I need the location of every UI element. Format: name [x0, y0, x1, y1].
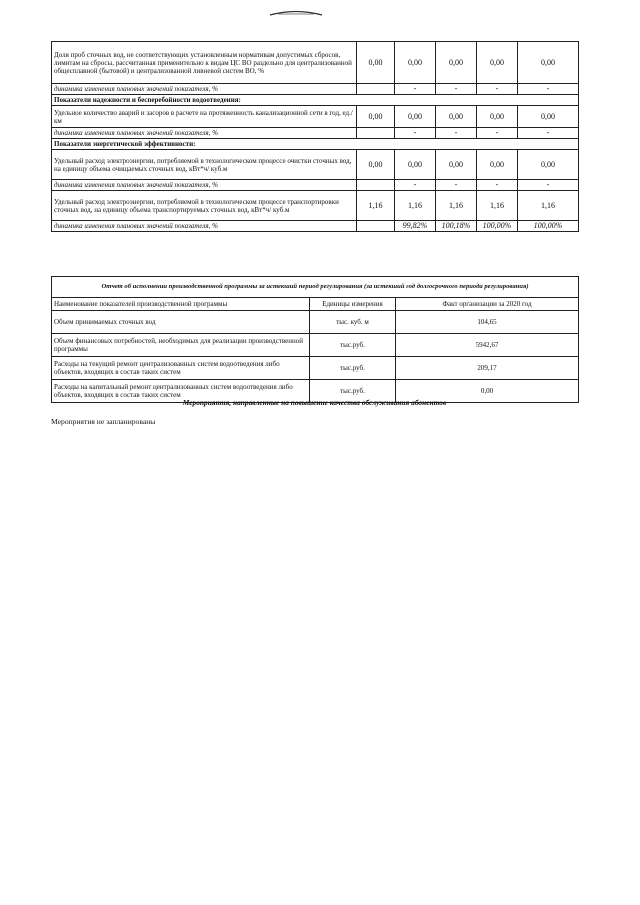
value-cell: -	[436, 180, 477, 191]
value-cell: -	[395, 180, 436, 191]
report-caption: Отчет об исполнении производственной программы за истекший период регулирования (за истекший год долгосрочного периода регулирования)	[52, 277, 579, 298]
dynamics-label: динамика изменения плановых значений показателя, %	[52, 180, 357, 191]
top-mark-icon	[268, 8, 324, 18]
header-fact: Факт организации за 2020 год	[396, 298, 579, 311]
value-cell: 0,00	[436, 150, 477, 180]
row-unit: тыс. куб. м	[310, 311, 396, 334]
value-cell: -	[436, 128, 477, 139]
table-row	[52, 106, 579, 128]
table-row	[52, 84, 579, 95]
table-row	[52, 221, 579, 232]
measures-title: Мероприятия, направленные на повышение качества обслуживания абонентов	[182, 398, 447, 407]
value-cell: 0,00	[518, 150, 579, 180]
value-cell	[357, 180, 395, 191]
value-cell: 99,82%	[395, 221, 436, 232]
row-name: Расходы на текущий ремонт централизованных систем водоотведения либо объектов, входящих в состав таких систем	[52, 357, 310, 380]
value-cell: 0,00	[518, 106, 579, 128]
value-cell: 0,00	[436, 42, 477, 84]
table-row	[52, 180, 579, 191]
value-cell: 0,00	[518, 42, 579, 84]
value-cell: 0,00	[357, 150, 395, 180]
section-title: Показатели надежности и бесперебойности водоотведения:	[52, 95, 579, 106]
dynamics-label: динамика изменения плановых значений показателя, %	[52, 128, 357, 139]
value-cell: 100,00%	[518, 221, 579, 232]
row-name: Объем принимаемых сточных вод	[52, 311, 310, 334]
value-cell: 0,00	[477, 42, 518, 84]
value-cell: -	[477, 128, 518, 139]
dynamics-label: динамика изменения плановых значений показателя, %	[52, 84, 357, 95]
value-cell: 0,00	[436, 106, 477, 128]
value-cell: 1,16	[477, 191, 518, 221]
row-name: Расходы на капитальный ремонт централизованных систем водоотведения либо объектов, входящих в состав таких систем	[52, 380, 310, 403]
header-unit: Единицы измерения	[310, 298, 396, 311]
row-unit: тыс.руб.	[310, 357, 396, 380]
value-cell	[357, 128, 395, 139]
table-row	[52, 357, 579, 380]
value-cell: 1,16	[436, 191, 477, 221]
value-cell: 100,18%	[436, 221, 477, 232]
value-cell: -	[395, 128, 436, 139]
table-row	[52, 150, 579, 180]
dynamics-label: динамика изменения плановых значений показателя, %	[52, 221, 357, 232]
table-row	[52, 42, 579, 84]
value-cell: 0,00	[357, 42, 395, 84]
table-row	[52, 128, 579, 139]
indicator-label: Удельный расход электроэнергии, потребляемой в технологическом процессе очистки сточных вод, на единицу объема очищаемых сточных вод, кВт*ч/ куб.м	[52, 150, 357, 180]
section-row	[52, 95, 579, 106]
value-cell: 100,00%	[477, 221, 518, 232]
indicator-label: Удельный расход электроэнергии, потребляемой в технологическом процессе транспортировки сточных вод, на единицу объема транспортируемых сточных вод, кВт*ч/ куб.м	[52, 191, 357, 221]
value-cell: 0,00	[395, 150, 436, 180]
table-row	[52, 191, 579, 221]
table-row	[52, 334, 579, 357]
indicators-table	[51, 41, 579, 232]
value-cell: 0,00	[477, 150, 518, 180]
value-cell	[357, 221, 395, 232]
row-fact: 104,65	[396, 311, 579, 334]
header-name: Наименование показателей производственной программы	[52, 298, 310, 311]
value-cell: -	[436, 84, 477, 95]
value-cell: -	[477, 180, 518, 191]
measures-note: Мероприятия не запланированы	[51, 417, 156, 426]
indicator-label: Доля проб сточных вод, не соответствующих установленным нормативам допустимых сбросов, лимитам на сбросы, рассчитанная применительно к видам ЦС ВО раздельно для централизованной общесплавной (бытовой) и централизованной ливневой систем ВО, %	[52, 42, 357, 84]
report-table	[51, 276, 579, 403]
indicator-label: Удельное количество аварий и засоров в расчете на протяженность канализационной сети в год, ед./км	[52, 106, 357, 128]
value-cell	[357, 84, 395, 95]
row-unit: тыс.руб.	[310, 334, 396, 357]
value-cell: -	[395, 84, 436, 95]
section-row	[52, 139, 579, 150]
row-name: Объем финансовых потребностей, необходимых для реализации производственной программы	[52, 334, 310, 357]
value-cell: -	[518, 180, 579, 191]
row-unit: тыс.руб.	[310, 380, 396, 403]
value-cell: 0,00	[395, 42, 436, 84]
section-title: Показатели энергетической эффективности:	[52, 139, 579, 150]
value-cell: 0,00	[395, 106, 436, 128]
row-fact: 0,00	[396, 380, 579, 403]
value-cell: 0,00	[357, 106, 395, 128]
value-cell: -	[518, 84, 579, 95]
value-cell: -	[518, 128, 579, 139]
row-fact: 209,17	[396, 357, 579, 380]
report-caption-row	[52, 277, 579, 298]
table-row	[52, 311, 579, 334]
value-cell: -	[477, 84, 518, 95]
table-header-row	[52, 298, 579, 311]
value-cell: 1,16	[357, 191, 395, 221]
value-cell: 1,16	[395, 191, 436, 221]
value-cell: 1,16	[518, 191, 579, 221]
value-cell: 0,00	[477, 106, 518, 128]
row-fact: 5942,67	[396, 334, 579, 357]
